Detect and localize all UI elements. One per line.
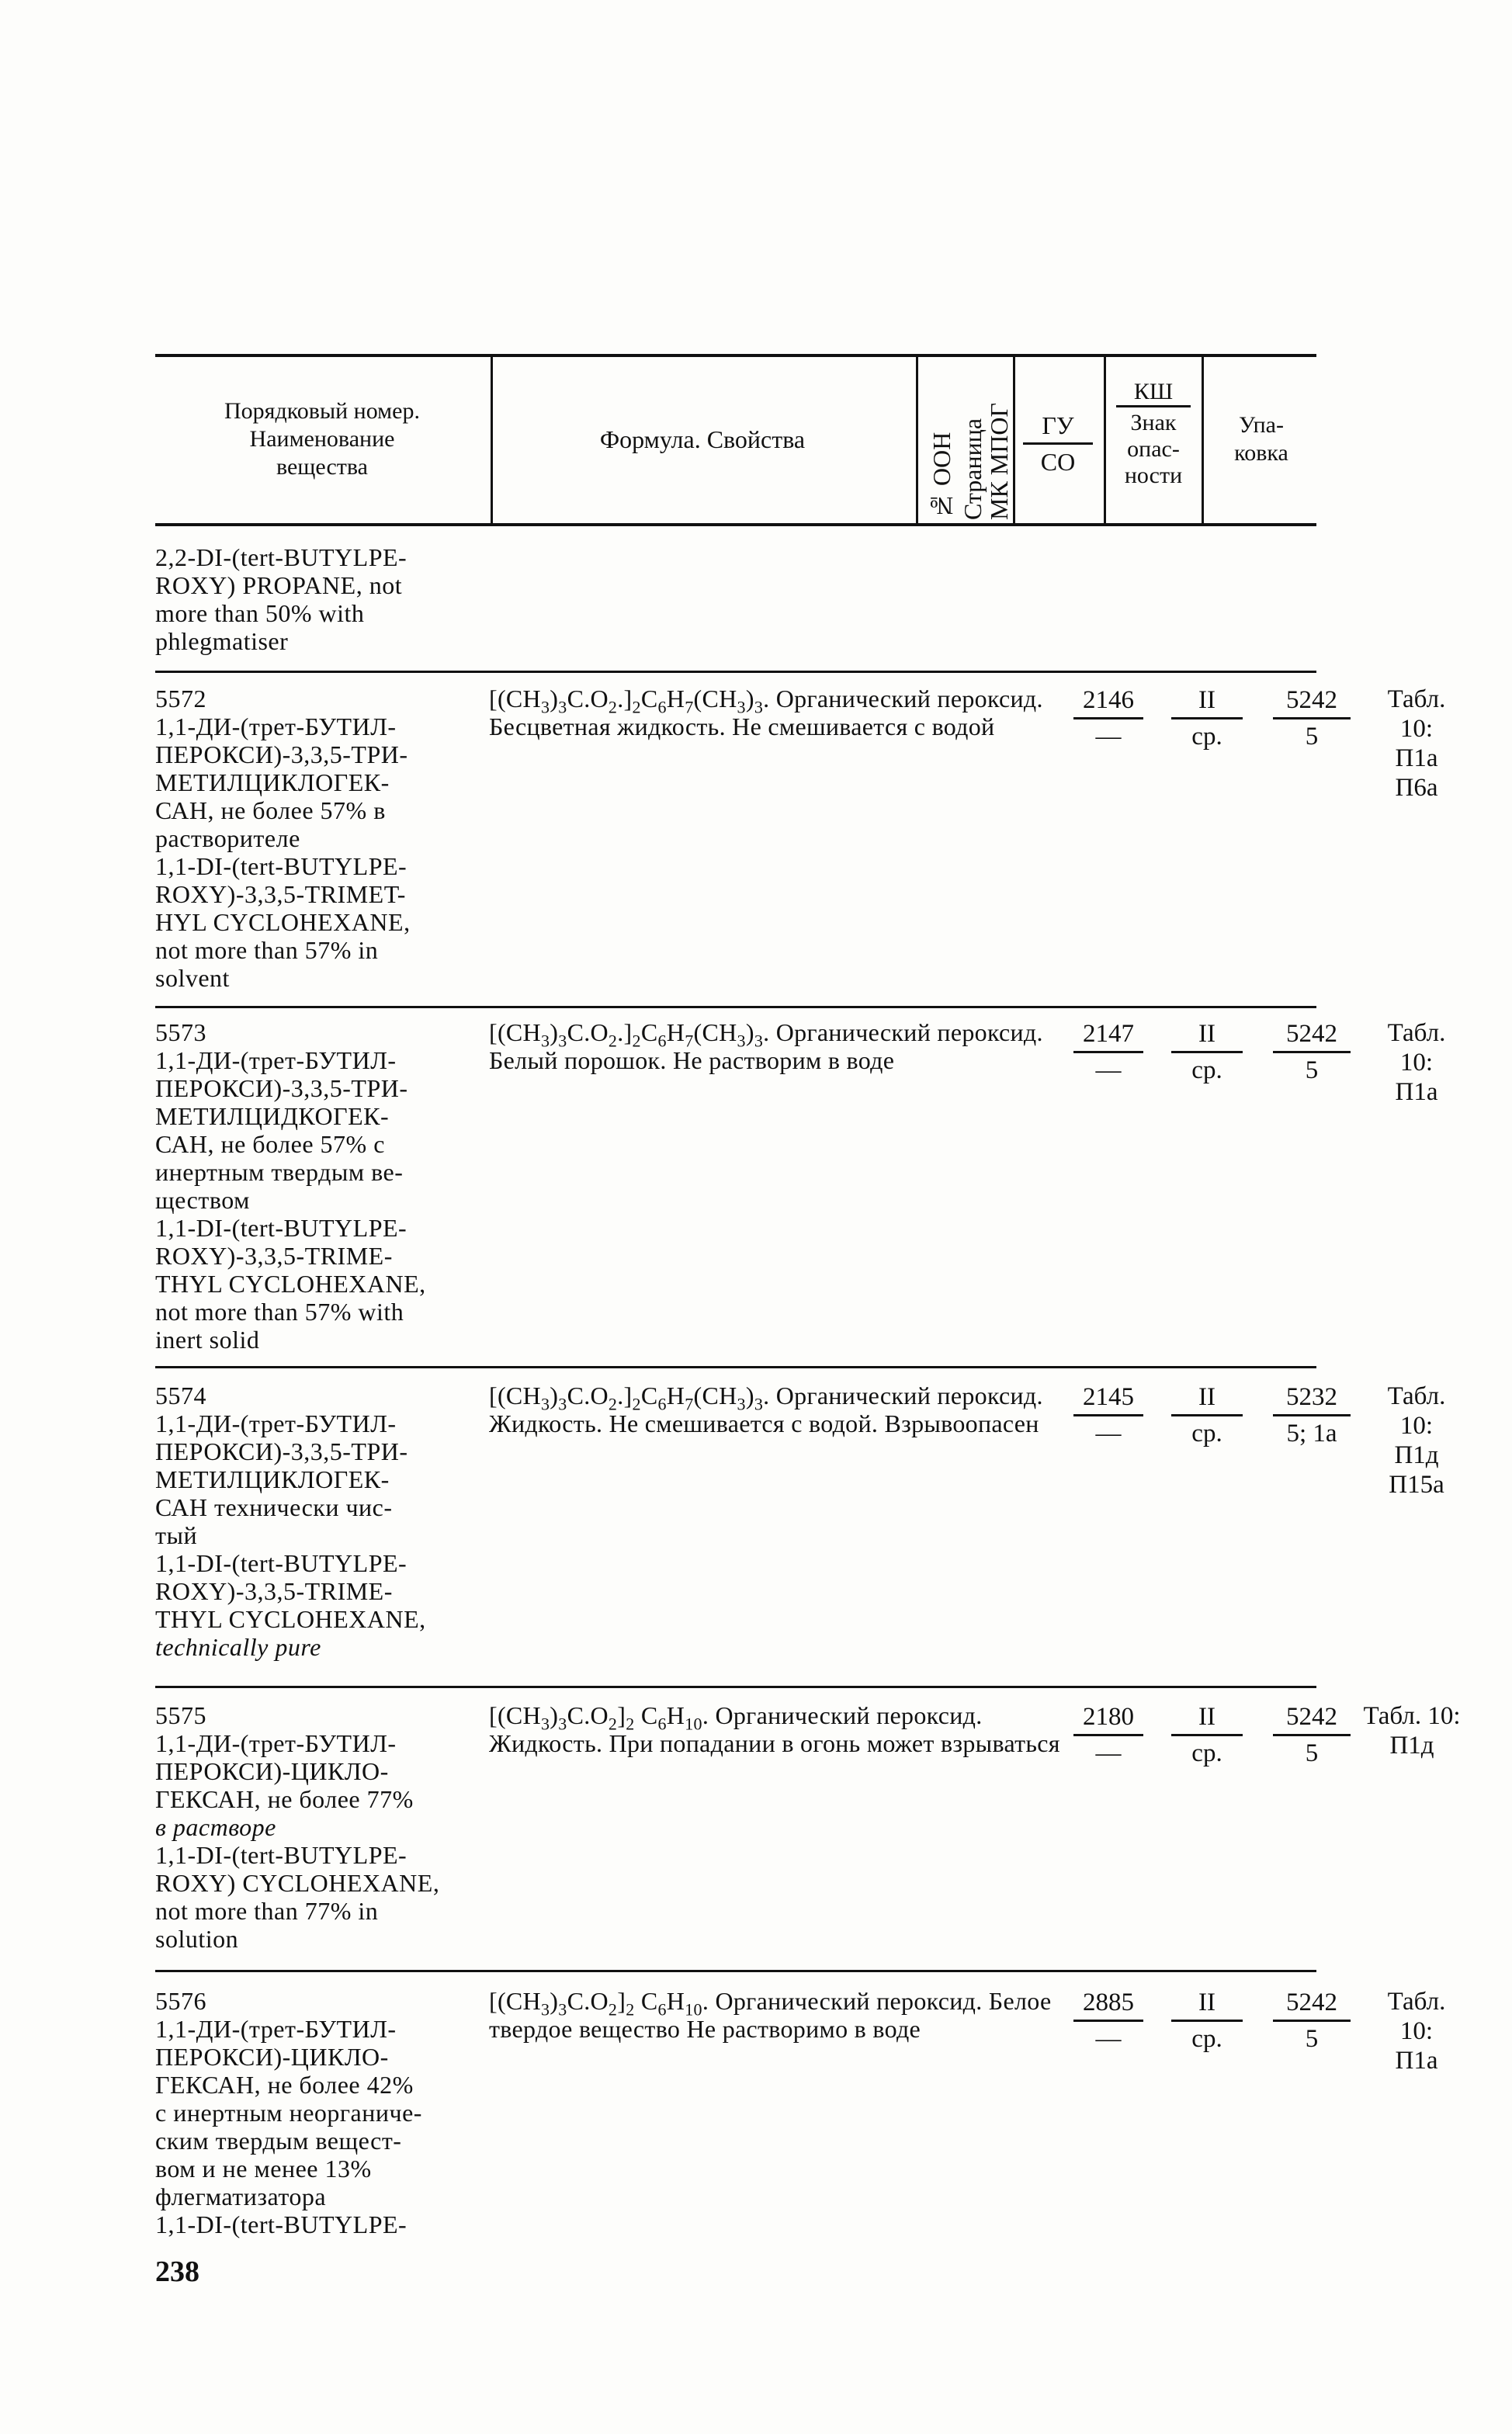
entry-gu-so: II ср. (1164, 1382, 1250, 1449)
header-ksh: КШ Знак опас- ности (1110, 379, 1197, 489)
entry-gu-so: II ср. (1164, 1987, 1250, 2054)
header-page-ref: Страница МК МПОГ (959, 403, 1013, 520)
entry-name: 5572 1,1-ДИ-(трет-БУТИЛ- ПЕРОКСИ)-3,3,5-ТРИ- МЕТИЛЦИКЛОГЕК- САН, не более 57% в растворителе 1,1-DI-(tert-BUTYLPE- ROXY)-3,3,5-TRIMET- HYL CYCLOHEXANE, not more than 57% in solvent (155, 685, 411, 992)
header-bottom-rule (155, 523, 1316, 526)
entry-name: 5575 1,1-ДИ-(трет-БУТИЛ- ПЕРОКСИ)-ЦИКЛО- ГЕКСАН, не более 77% в растворе 1,1-DI-(tert-BUTYLPE- ROXY) CYCLOHEXANE, not more than 77% in solution (155, 1701, 440, 1953)
header-divider (1013, 357, 1015, 523)
entry-packaging: Табл. 10: П1д П15а (1387, 1382, 1446, 1499)
header-divider (916, 357, 918, 523)
entry-separator (155, 1366, 1316, 1368)
entry-packaging: Табл. 10: П1а (1387, 1988, 1446, 2075)
entry-un-number: 2180 — (1070, 1701, 1147, 1769)
entry-gu-so: II ср. (1164, 1018, 1250, 1086)
header-formula: Формула. Свойства (599, 425, 806, 453)
entry-formula: $[(CH_3)_3C.O_2]_2$ $C_6H_{10}$. Органический пероксид. Белое твердое вещество Не растворимо в воде (489, 1987, 1052, 2043)
entry-separator (155, 1970, 1316, 1972)
entry-un-number: 2146 — (1070, 685, 1147, 752)
entry-ksh-sign: 5242 5 (1265, 1018, 1358, 1086)
entry-un-number: 2885 — (1070, 1987, 1147, 2054)
entry-separator (155, 1686, 1316, 1688)
entry-un-number: 2147 — (1070, 1018, 1147, 1086)
entry-packaging: Табл. 10: П1д (1363, 1702, 1461, 1760)
entry-ksh-sign: 5232 5; 1а (1265, 1382, 1358, 1449)
entry-name: 5574 1,1-ДИ-(трет-БУТИЛ- ПЕРОКСИ)-3,3,5-ТРИ- МЕТИЛЦИКЛОГЕК- САН технически чис- тый 1,1-DI-(tert-BUTYLPE- ROXY)-3,3,5-TRIME- THYL CYCLOHEXANE, technically pure (155, 1382, 426, 1661)
entry-separator (155, 671, 1316, 673)
header-packaging: Упа- ковка (1234, 412, 1288, 466)
entry-packaging: Табл. 10: П1а П6а (1387, 685, 1446, 802)
entry-un-number: 2145 — (1070, 1382, 1147, 1449)
entry-packaging: Табл. 10: П1а (1387, 1019, 1446, 1106)
header-name: Порядковый номер. Наименование вещества (224, 398, 420, 480)
entry-gu-so: II ср. (1164, 1701, 1250, 1769)
header-divider (1104, 357, 1106, 523)
header-divider (491, 357, 493, 523)
entry-ksh-sign: 5242 5 (1265, 1987, 1358, 2054)
header-gu-so: ГУ СО (1023, 410, 1093, 477)
page-number: 238 (155, 2255, 199, 2288)
entry-formula: $[(CH_3)_3C.O_2.]_2C_6H_7(CH_3)_3$. Органический пероксид. Белый порошок. Не растворим в воде (489, 1018, 1043, 1074)
entry-name: 2,2-DI-(tert-BUTYLPE- ROXY) PROPANE, not more than 50% with phlegmatiser (155, 543, 407, 655)
entry-ksh-sign: 5242 5 (1265, 1701, 1358, 1769)
entry-separator (155, 1006, 1316, 1008)
entry-formula: $[(CH_3)_3C.O_2.]_2C_6H_7(CH_3)_3$. Органический пероксид. Бесцветная жидкость. Не смешивается с водой (489, 685, 1043, 740)
entry-formula: $[(CH_3)_3C.O_2]_2$ $C_6H_{10}$. Органический пероксид. Жидкость. При попадании в огонь может взрываться (489, 1701, 1060, 1757)
entry-gu-so: II ср. (1164, 685, 1250, 752)
header-divider (1202, 357, 1204, 523)
entry-ksh-sign: 5242 5 (1265, 685, 1358, 752)
header-un-number: № ООН (928, 432, 955, 520)
entry-name: 5573 1,1-ДИ-(трет-БУТИЛ- ПЕРОКСИ)-3,3,5-ТРИ- МЕТИЛЦИДКОГЕК- САН, не более 57% с инертным твердым ве- ществом 1,1-DI-(tert-BUTYLPE- ROXY)-3,3,5-TRIME- THYL CYCLOHEXANE, not more than 57% with inert solid (155, 1018, 426, 1354)
entry-name: 5576 1,1-ДИ-(трет-БУТИЛ- ПЕРОКСИ)-ЦИКЛО- ГЕКСАН, не более 42% с инертным неорганиче- ским твердым вещест- вом и не менее 13% флегматизатора 1,1-DI-(tert-BUTYLPE- (155, 1987, 422, 2238)
table-top-rule (155, 354, 1316, 357)
entry-formula: $[(CH_3)_3C.O_2.]_2C_6H_7(CH_3)_3$. Органический пероксид. Жидкость. Не смешивается с водой. Взрывоопасен (489, 1382, 1043, 1437)
